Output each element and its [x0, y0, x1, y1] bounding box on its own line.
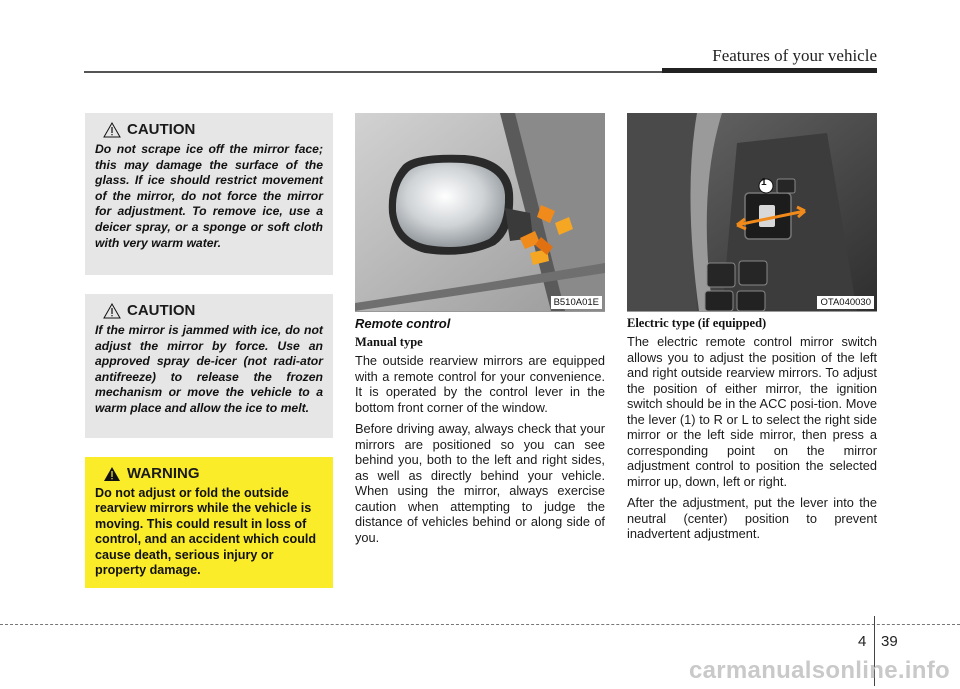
electric-switch-illustration [627, 113, 877, 311]
paragraph: The outside rearview mirrors are equipped with a remote control for your convenience. It is operated by the control lever in the bottom front corner of the window. [355, 353, 605, 415]
photo-code: B510A01E [551, 296, 602, 309]
watermark: carmanualsonline.info [688, 657, 950, 684]
manual-mirror-photo [355, 113, 605, 312]
footer-rule [0, 624, 960, 625]
caution-box-jammed-ice [85, 294, 333, 438]
section-title: Remote control [355, 316, 451, 331]
photo-code: OTA040030 [817, 296, 874, 309]
page-number: 39 [881, 633, 898, 650]
electric-type-section [627, 316, 877, 548]
caution-text: Do not scrape ice off the mirror face; this may damage the surface of the glass. If ice should restrict movement of the mirror, do not force the mirror for adjustment. To remove ice, use a deicer spray, or a sponge or soft cloth with very warm water. [95, 142, 323, 250]
warning-heading-label: WARNING [127, 465, 200, 482]
header-rule-accent [662, 68, 877, 73]
caution-triangle-icon [103, 303, 121, 319]
section-subtitle: Manual type [355, 335, 423, 349]
caution-text: If the mirror is jammed with ice, do not adjust the mirror by force. Use an approved spray de-icer (not radi-ator antifreeze) to release the frozen mechanism or move the vehicle to a warm place and allow the ice to melt. [95, 323, 323, 415]
warning-heading [103, 465, 323, 482]
remote-control-section [355, 316, 605, 551]
paragraph: Before driving away, always check that your mirrors are positioned so you can see behind you, both to the left and right sides, as well as directly behind your vehicle. When using the mirror, always exercise caution when attempting to judge the distance of vehicles behind or along side of you. [355, 421, 605, 545]
callout-number: 1 [761, 177, 767, 188]
chapter-number: 4 [858, 633, 867, 650]
caution-heading [103, 121, 323, 138]
caution-heading-label: CAUTION [127, 302, 196, 319]
warning-text: Do not adjust or fold the outside rearview mirrors while the vehicle is moving. This could result in loss of control, and an accident which could cause death, serious injury or property damage. [95, 486, 317, 578]
warning-box [85, 457, 333, 588]
warning-triangle-icon [103, 466, 121, 482]
page-header-title: Features of your vehicle [712, 46, 877, 65]
section-subtitle: Electric type (if equipped) [627, 316, 767, 330]
caution-triangle-icon [103, 122, 121, 138]
paragraph: After the adjustment, put the lever into the neutral (center) position to prevent inadvertent adjustment. [627, 495, 877, 541]
electric-switch-photo [627, 113, 877, 312]
paragraph: The electric remote control mirror switch allows you to adjust the position of the left and right outside rearview mirrors. To adjust the position of either mirror, the ignition switch should be in the ACC posi-tion. Move the lever (1) to R or L to select the right side mirror or the left side mirror, then press a corresponding point on the mirror adjustment control to position the selected mirror up, down, left or right. [627, 334, 877, 489]
manual-mirror-illustration [355, 113, 605, 311]
caution-box-ice-scrape [85, 113, 333, 275]
caution-heading [103, 302, 323, 319]
caution-heading-label: CAUTION [127, 121, 196, 138]
